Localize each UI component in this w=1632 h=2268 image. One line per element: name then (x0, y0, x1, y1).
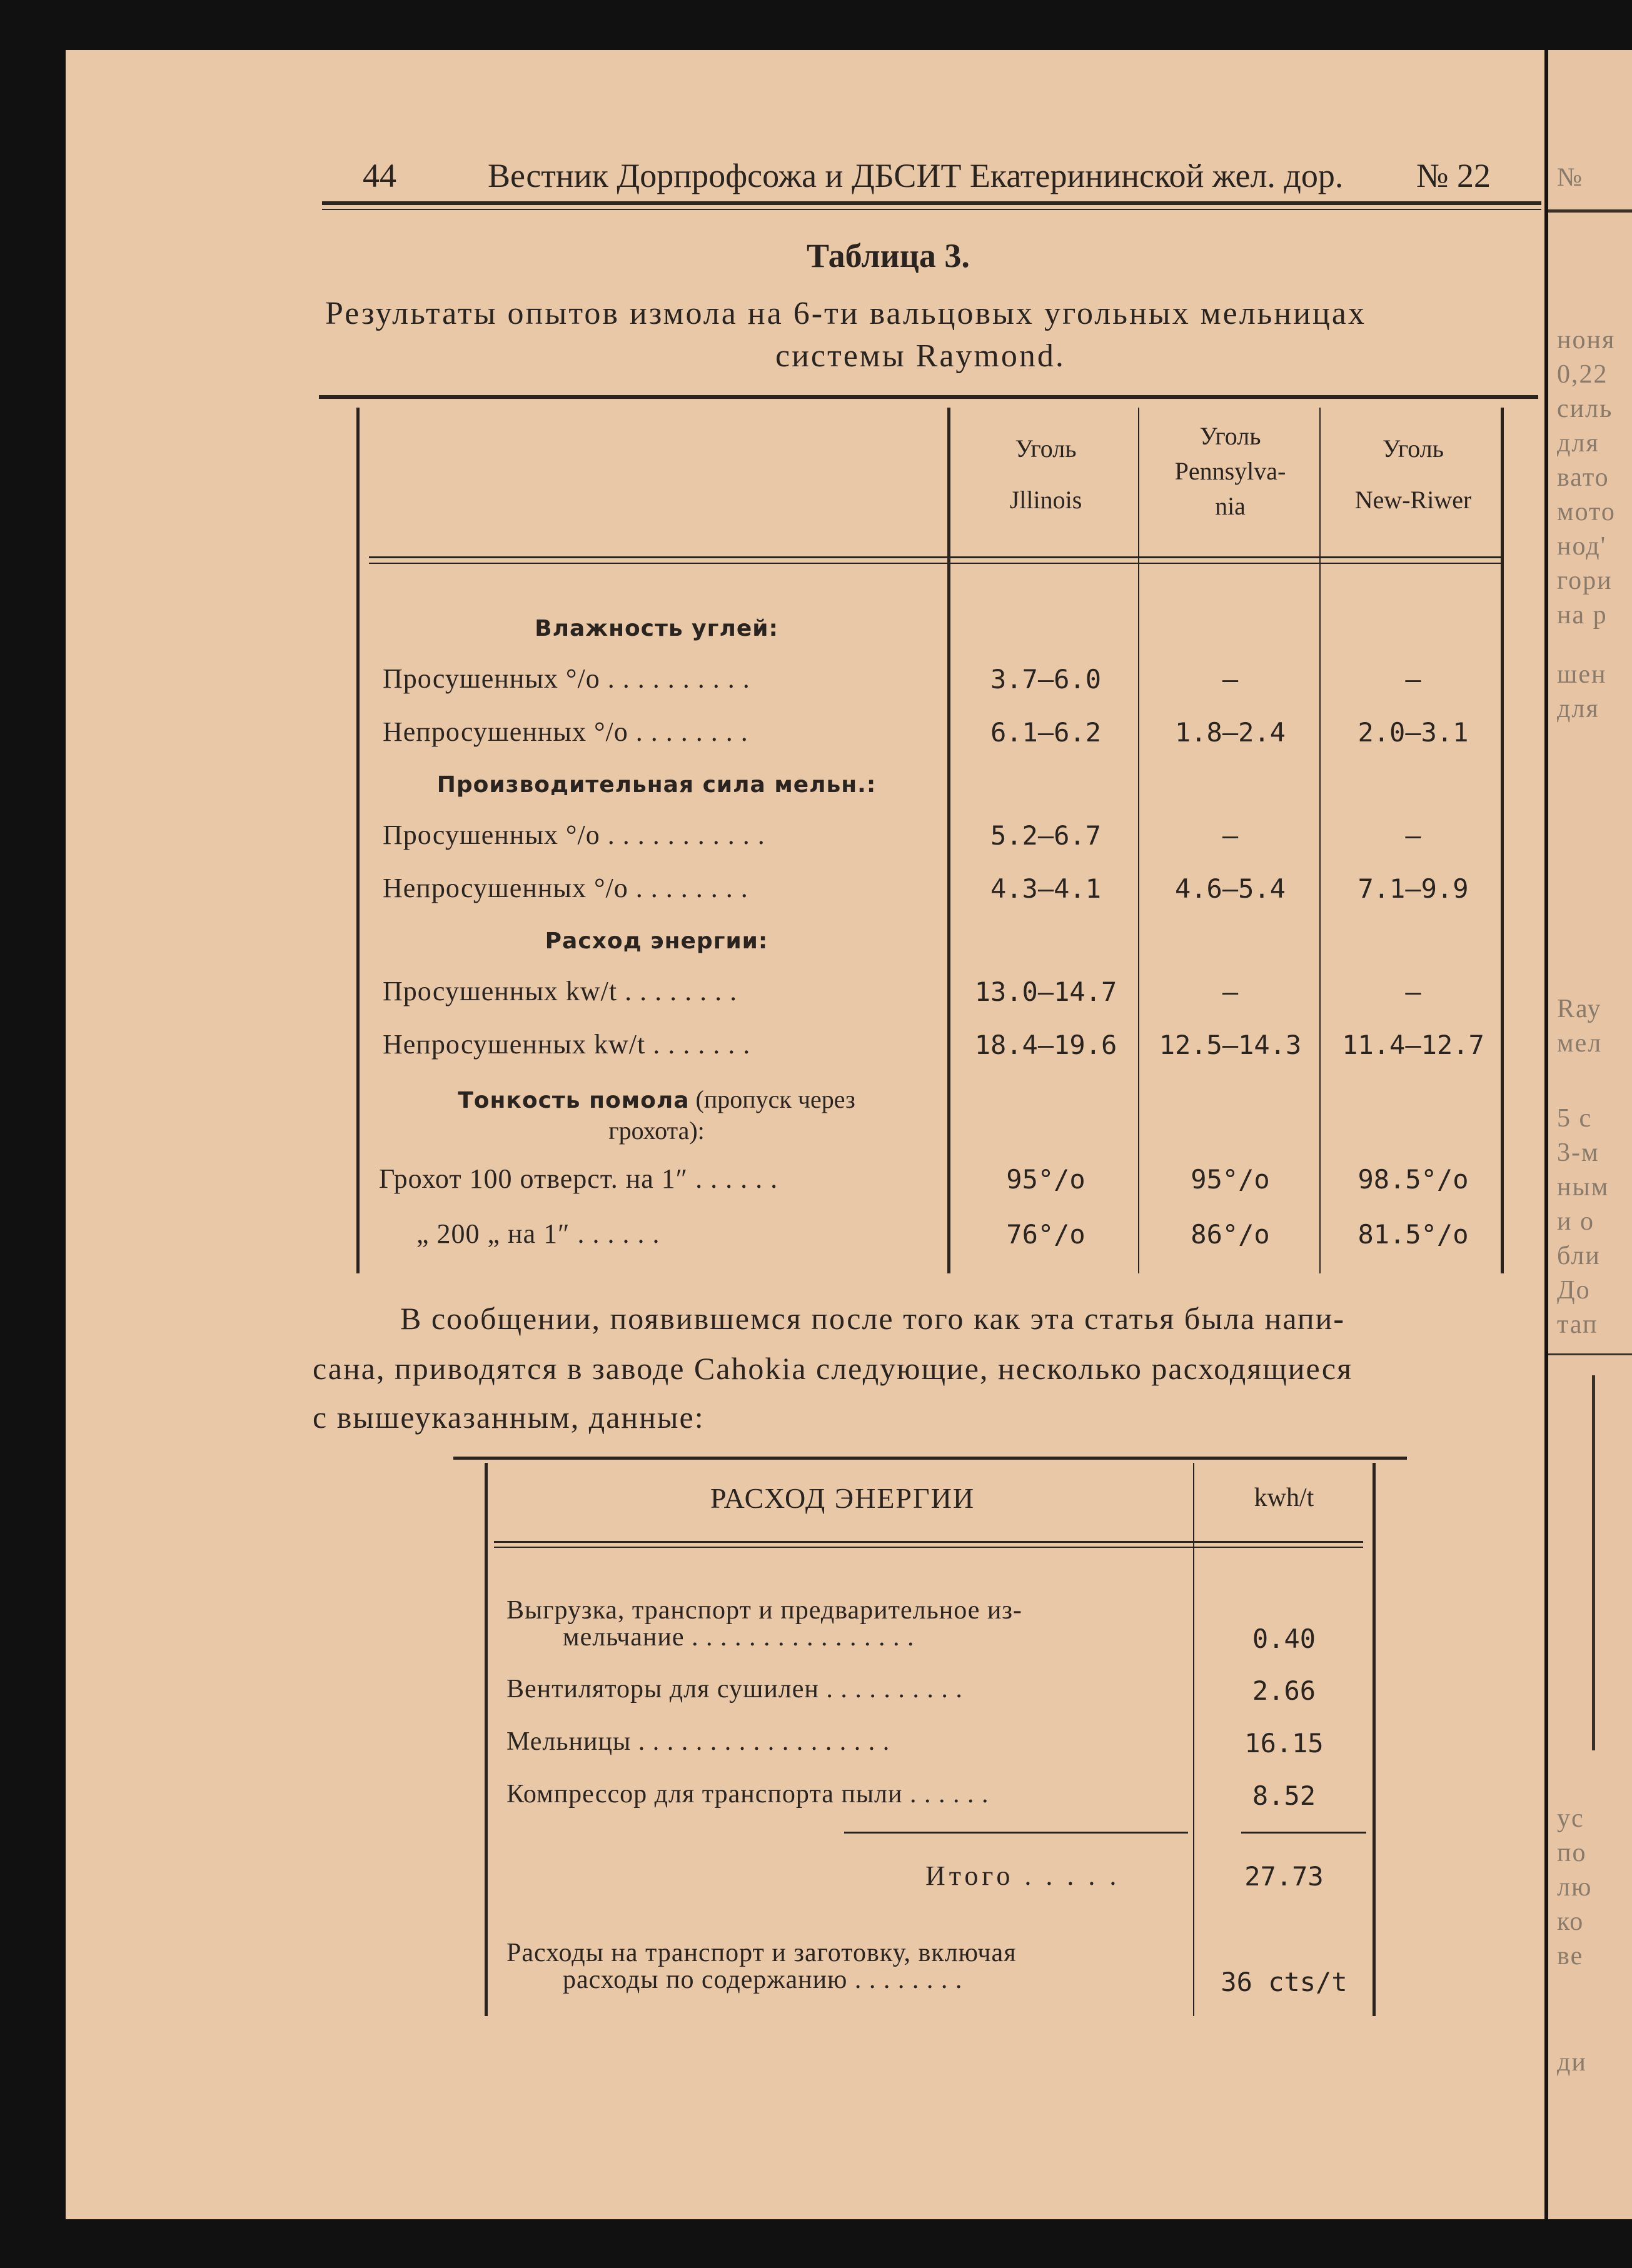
cell-value: 7.1—9.9 (1357, 873, 1469, 904)
column-header-illinois: Уголь Jllinois (1009, 434, 1082, 514)
column-header-new-river: Уголь New-Riwer (1354, 434, 1472, 514)
header-rule-thin (322, 209, 1541, 210)
table-col-divider (1138, 408, 1139, 1273)
cell-value: 13.0—14.7 (974, 976, 1117, 1007)
table-caption: Результаты опытов измола на 6-ти вальцовых угольных мельницах (325, 296, 1366, 331)
energy-table-right-border (1373, 1463, 1376, 2016)
cell-value: 1.8—2.4 (1174, 717, 1286, 748)
section-title-productivity: Производительная сила мельн.: (436, 772, 877, 798)
row-label: Просушенных °/о . . . . . . . . . . (383, 663, 750, 694)
cell-value: 4.6—5.4 (1174, 873, 1286, 904)
energy-header-unit: kwh/t (1254, 1483, 1314, 1512)
row-label: Непросушенных °/о . . . . . . . . (383, 873, 748, 903)
table-left-border (356, 408, 360, 1273)
row-label: Непросушенных kw/t . . . . . . . (383, 1029, 751, 1060)
cell-value: — (1222, 976, 1239, 1007)
paragraph-line: В сообщении, появившемся после того как эта статья была напи- (400, 1301, 1346, 1336)
cell-value: — (1222, 664, 1239, 695)
energy-row-label: мельчание . . . . . . . . . . . . . . . . (563, 1623, 915, 1652)
cell-value: 4.3—4.1 (990, 873, 1101, 904)
cell-value: 5.2—6.7 (990, 820, 1101, 851)
cell-value: — (1222, 820, 1239, 851)
energy-row-value: 8.52 (1252, 1780, 1316, 1811)
cell-value: 76°/о (1006, 1219, 1085, 1250)
page-number: 44 (363, 157, 396, 194)
cell-value: — (1405, 664, 1421, 695)
header-rule (322, 201, 1541, 205)
row-label: Непросушенных °/о . . . . . . . . (383, 716, 748, 747)
cell-value: 2.0—3.1 (1357, 717, 1469, 748)
extra-cost-label: расходы по содержанию . . . . . . . . (563, 1965, 963, 1994)
table-col-divider (1319, 408, 1321, 1273)
cell-value: 86°/о (1191, 1219, 1270, 1250)
row-label: Просушенных kw/t . . . . . . . . (383, 976, 738, 1006)
paragraph-line: сана, приводятся в заводе Cahokia следующие, несколько расходящиеся (313, 1351, 1353, 1386)
energy-row-value: 16.15 (1244, 1728, 1324, 1759)
energy-row-label: Выгрузка, транспорт и предварительное из- (506, 1596, 1022, 1625)
cell-value: — (1405, 976, 1421, 1007)
cell-value: 11.4—12.7 (1342, 1030, 1484, 1060)
paragraph-line: с вышеуказанным, данные: (313, 1400, 705, 1435)
cell-value: 98.5°/о (1357, 1164, 1469, 1195)
energy-row-value: 0.40 (1252, 1623, 1316, 1654)
energy-row-label: Компрессор для транспорта пыли . . . . . . (506, 1780, 989, 1809)
total-rule (844, 1832, 1188, 1834)
energy-table-col-divider (1193, 1463, 1194, 2016)
energy-row-label: Мельницы . . . . . . . . . . . . . . . . . . (506, 1727, 890, 1756)
issue-number: № 22 (1416, 157, 1491, 194)
energy-row-label: Вентиляторы для сушилен . . . . . . . . . . (506, 1675, 963, 1704)
energy-row-value: 2.66 (1252, 1675, 1316, 1706)
table-header-rule (369, 556, 1501, 558)
row-label: Просушенных °/о . . . . . . . . . . . (383, 820, 765, 850)
section-title-fineness: Тонкость помола (пропуск через (458, 1085, 855, 1113)
energy-table-top-rule (453, 1457, 1407, 1460)
energy-table-left-border (485, 1463, 488, 2016)
row-label: „ 200 „ на 1″ . . . . . . (416, 1218, 660, 1249)
table-col-divider (947, 408, 950, 1273)
table-title: Таблица 3. (807, 237, 970, 274)
section-title-energy: Расход энергии: (545, 928, 768, 954)
cell-value: 6.1—6.2 (990, 717, 1101, 748)
total-value: 27.73 (1244, 1861, 1324, 1892)
cell-value: — (1405, 820, 1421, 851)
table-caption-system: системы Raymond. (775, 338, 1065, 374)
cell-value: 81.5°/о (1357, 1219, 1469, 1250)
cell-value: 95°/о (1006, 1164, 1085, 1195)
total-rule (1241, 1832, 1366, 1834)
journal-title: Вестник Дорпрофсожа и ДБСИТ Екатерининской жел. дор. (488, 157, 1344, 194)
cell-value: 18.4—19.6 (974, 1030, 1117, 1060)
adjacent-page-edge: № ноня 0,22 силь для вато мото нод' гори на р шен для Rау мел 5 с 3-м ным и о бли До тап ус по лю ко ве ди (1544, 50, 1632, 2219)
total-label: Итого . . . . . (925, 1860, 1121, 1891)
cell-value: 95°/о (1191, 1164, 1270, 1195)
table-header-rule-thin (369, 563, 1501, 564)
extra-cost-value: 36 cts/t (1221, 1967, 1347, 1997)
cell-value: 12.5—14.3 (1159, 1030, 1302, 1060)
row-label: Грохот 100 отверст. на 1″ . . . . . . (379, 1163, 778, 1194)
table-top-rule (319, 395, 1538, 399)
energy-header-rule-thin (494, 1547, 1363, 1548)
section-title-moisture: Влажность углей: (535, 616, 778, 641)
cell-value: 3.7—6.0 (990, 664, 1101, 695)
energy-header-rule (494, 1541, 1363, 1543)
extra-cost-label: Расходы на транспорт и заготовку, включая (506, 1939, 1017, 1967)
energy-header-label: РАСХОД ЭНЕРГИИ (710, 1482, 975, 1514)
column-header-pennsylvania: Уголь Pennsylva- nia (1174, 422, 1286, 520)
section-title-fineness-2: грохота): (608, 1116, 705, 1145)
